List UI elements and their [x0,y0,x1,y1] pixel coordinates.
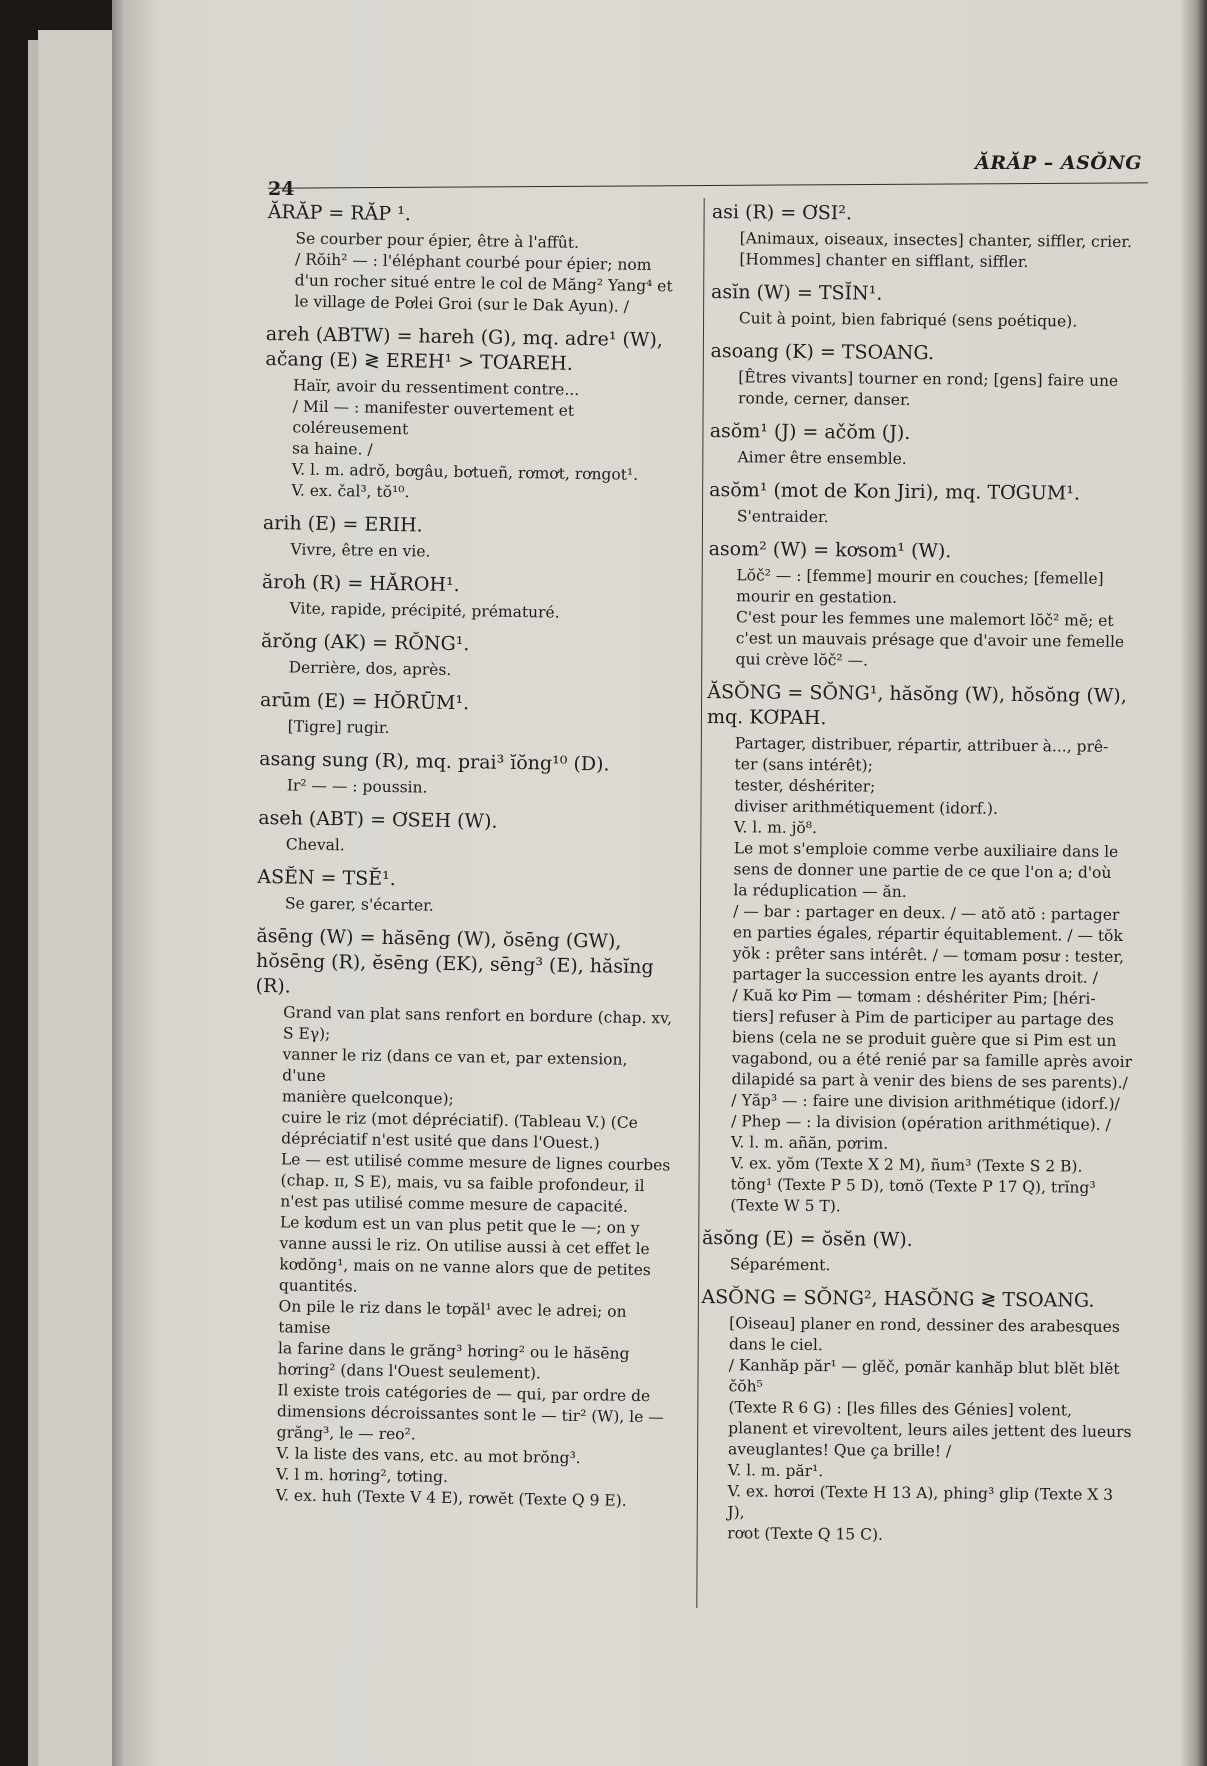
entry-definition-line: hơring² (dans l'Ouest seulement). [277,1360,542,1383]
entry-definition-line: V. l. m. jŏ⁸. [733,818,818,838]
entry-definition-line: / Phep — : la division (opération arithmétique). / [731,1112,1111,1134]
entry-definition-line: V. ex. čal³, tŏ¹⁰. [291,481,410,502]
running-head: ĂRĂP – ASŎNG [975,152,1142,174]
entry-definition-line: tester, déshériter; [734,776,876,796]
dictionary-entry [257,865,678,921]
entry-headword: asoang (K) = TSOANG. [710,339,935,365]
entry-definition-line: c'est un mauvais présage que d'avoir une femelle [735,629,1125,651]
entry-headword: arih (E) = ERIH. [262,511,423,537]
entry-definition-line: Il existe trois catégories de — qui, par ordre de [277,1381,651,1406]
page-edge-right [1181,0,1207,1766]
entry-definition-line: la réduplication — ăn. [733,881,907,901]
dictionary-entry [266,200,688,319]
entry-definition-line: d'un rocher situé entre le col de Măng² Yang⁴ et [294,271,673,296]
entry-definition-line: partager la succession entre les ayants droit. / [732,965,1098,987]
entry-definition-line: [Êtres vivants] tourner en rond; [gens] faire une [738,368,1119,390]
dictionary-entry [258,806,679,862]
entry-definition-line: dans le ciel. [728,1335,823,1355]
dictionary-entry [709,419,1141,472]
entry-definition-line: qui crève lŏč² —. [735,650,869,670]
entry-headword: asang sung (R), mq. prai³ ĭŏng¹⁰ (D). [259,747,610,776]
entry-headword: ăroh (R) = HĂROH¹. [261,570,460,597]
entry-definition-line: dimensions décroissantes sont le — tir² (W), le — [276,1402,664,1427]
dictionary-entry [711,280,1143,333]
entry-definition-line: vanner le riz (dans ce van et, par extension, d'une [282,1045,628,1086]
entry-definition-line: V. ex. yŏm (Texte X 2 M), ñum³ (Texte S 2 B). [730,1154,1083,1176]
entry-definition-line: Grand van plat sans renfort en bordure (chap. xv, [283,1003,673,1028]
entry-definition-line: (Texte W 5 T). [730,1196,841,1216]
entry-definition-line: aveuglantes! Que ça brille! / [727,1440,952,1461]
entry-definition-line: sa haine. / [291,439,373,459]
dictionary-entry [702,1226,1134,1279]
dictionary-entry [262,511,683,567]
entry-definition-line: S'entraider. [736,507,829,527]
entry-definition-line: Ir² — — : poussin. [286,776,428,797]
entry-definition-line: mourir en gestation. [736,587,898,607]
page-header [268,130,1148,200]
entry-headword: asom² (W) = kơsom¹ (W). [708,537,952,563]
entry-definition-line: S Eγ); [282,1024,331,1044]
entry-definition-line: Vite, rapide, précipité, prématuré. [289,599,560,622]
entry-definition-line: sens de donner une partie de ce que l'on a; d'où [733,860,1112,882]
entry-definition-line: [Oiseau] planer en rond, dessiner des arabesques [729,1314,1120,1336]
entry-definition-line: Cheval. [285,835,345,855]
dictionary-entry [247,924,676,1513]
entry-headword: arūm (E) = HŎRŪM¹. [259,688,470,715]
left-column [247,200,688,1522]
entry-definition-line: / Yăp³ — : faire une division arithmétique (idorf.)/ [731,1091,1120,1113]
entry-definition-line: [Hommes] chanter en sifflant, siffler. [739,250,1029,272]
entry-headword: areh (ABTW) = hareh (G), mq. adre¹ (W), ačang (E) ≷ EREH¹ > TƠAREH. [265,322,664,375]
entry-definition-line: en parties égales, répartir équitablement. / — tŏk [732,923,1123,945]
entry-definition-line: V. l. m. adrŏ, bơgâu, bơtueñ, rơmơt, rơngot¹. [291,460,639,484]
entry-headword: asŏm¹ (mot de Kon Jiri), mq. TƠGUM¹. [709,478,1081,505]
entry-definition-line: / Mil — : manifester ouvertement et coléreusement [292,397,575,439]
entry-definition-line: V. ex. huh (Texte V 4 E), rơwĕt (Texte Q 9 E). [275,1486,627,1510]
entry-definition-line: V. la liste des vans, etc. au mot brŏng³. [276,1444,581,1468]
dictionary-entry [261,570,682,626]
entry-definition-line: manière quelconque); [281,1087,454,1109]
entry-definition-line: Le mot s'emploie comme verbe auxiliaire dans le [733,839,1119,861]
entry-definition-line: Le — est utilisé comme mesure de lignes courbes [280,1150,671,1175]
entry-definition-line: [Tigre] rugir. [287,717,390,737]
entry-headword: asŏm¹ (J) = ačŏm (J). [709,419,911,444]
entry-headword: ăsŏng (E) = ŏsĕn (W). [701,1226,913,1251]
entry-headword: ASŎNG = SŎNG², HASŎNG ≷ TSOANG. [701,1285,1095,1312]
entry-definition-line: V. ex. hơrơi (Texte H 13 A), phing³ glip (Texte X 3 J), [727,1482,1114,1522]
entry-headword: aseh (ABT) = ƠSEH (W). [258,806,498,833]
entry-definition-line: yŏk : prêter sans intérêt. / — tơmam pơsư : tester, [732,944,1125,966]
entry-definition-line: Se courber pour épier, être à l'affût. [295,229,580,252]
entry-definition-line: quantités. [278,1276,358,1296]
entry-definition-line: ronde, cerner, danser. [738,389,911,409]
entry-definition-line: biens (cela ne se produit guère que si Pim est un [731,1028,1117,1050]
dictionary-entry [702,680,1139,1220]
entry-definition-line: la farine dans le grăng³ hơring² ou le hăsēng [277,1339,630,1363]
entry-definition-line: dilapidé sa part à venir des biens de ses parents)./ [731,1070,1128,1093]
entry-definition-line: (chap. ɪɪ, S E), mais, vu sa faible profondeur, il [280,1171,645,1196]
entry-definition-line: kơdŏng¹, mais on ne vanne alors que de petites [279,1255,651,1280]
entry-definition-line: vanne aussi le riz. On utilise aussi à cet effet le [279,1234,650,1259]
entry-definition-line: C'est pour les femmes une malemort lŏč² mĕ; et [735,608,1114,630]
right-column [699,200,1144,1558]
entry-headword: ĂRĂP = RĂP ¹. [267,200,412,226]
dictionary-entry [260,688,681,744]
dictionary-entry [260,629,681,685]
entry-definition-line: V. l. m. păr¹. [727,1461,824,1481]
entry-headword: ărŏng (AK) = RŎNG¹. [260,629,470,656]
entry-definition-line: / — bar : partager en deux. / — atŏ atŏ : partager [733,902,1120,924]
entry-definition-line: Séparément. [729,1255,831,1275]
entry-definition-line: Lŏč² — : [femme] mourir en couches; [femelle] [736,566,1104,588]
entry-definition-line: Haïr, avoir du ressentiment contre... [292,376,580,399]
entry-headword: asĭn (W) = TSĬN¹. [711,280,883,305]
entry-definition-line: V. l m. hơring², tơting. [275,1465,449,1486]
entry-definition-line: diviser arithmétiquement (idorf.). [734,797,999,818]
entry-definition-line: / Kanhăp păr¹ — glĕč, pơnăr kanhăp blut blĕt blĕt čŏh⁵ [728,1356,1120,1396]
entry-definition-line: [Animaux, oiseaux, insectes] chanter, siffler, crier. [739,229,1133,252]
entry-definition-line: V. l. m. añăn, pơrim. [730,1133,889,1153]
page-number: 24 [268,178,295,200]
entry-definition-line: ter (sans intérêt); [734,755,873,775]
entry-definition-line: grăng³, le — reo². [276,1423,416,1444]
dictionary-entry [699,1285,1133,1548]
entry-definition-line: Se garer, s'écarter. [284,894,434,915]
entry-definition-line: / Kuă kơ Pim — tơmam : déshériter Pim; [héri- [732,986,1096,1008]
entry-definition-line: (Texte R 6 G) : [les filles des Génies] volent, [728,1398,1073,1420]
entry-definition-line: planent et virevoltent, leurs ailes jettent des lueurs [728,1419,1132,1442]
dictionary-entry [707,537,1140,674]
dictionary-entry [711,200,1144,274]
entry-headword: ăsēng (W) = hăsēng (W), ŏsēng (GW), hŏsēng (R), ĕsēng (EK), sēng³ (E), hăsĭng (R). [255,924,654,998]
entry-definition-line: Vivre, être en vie. [290,540,431,561]
entry-definition-line: dépréciatif n'est usité que dans l'Ouest.) [281,1129,600,1153]
entry-definition-line: cuire le riz (mot dépréciatif). (Tableau V.) (Ce [281,1108,638,1132]
entry-definition-line: vagabond, ou a été renié par sa famille après avoir [731,1049,1133,1072]
dictionary-entry [259,747,680,803]
entry-definition-line: rơot (Texte Q 15 C). [727,1524,884,1544]
entry-headword: ĂSŎNG = SŎNG¹, hăsŏng (W), hŏsŏng (W), mq. KƠPAH. [706,680,1127,730]
entry-definition-line: On pile le riz dans le tơpăl¹ avec le adrei; on tamise [278,1297,627,1338]
entry-definition-line: Derrière, dos, après. [288,658,452,679]
entry-definition-line: / Rŏih² — : l'éléphant courbé pour épier; nom [294,250,652,275]
entry-definition-line: Le kơdum est un van plus petit que le —; on y [279,1213,640,1237]
entry-definition-line: Aimer être ensemble. [737,448,907,468]
dictionary-entry [263,322,686,508]
gutter-shadow [112,0,126,1766]
entry-definition-line: tiers] refuser à Pim de participer au partage des [732,1007,1115,1029]
dictionary-entry [710,339,1143,413]
entry-definition-line: Cuit à point, bien fabriqué (sens poétique). [738,309,1078,331]
entry-headword: ASĔN = TSĔ¹. [257,865,396,891]
entry-definition-line: Partager, distribuer, répartir, attribuer à..., prê- [734,734,1109,756]
entry-definition-line: tŏng¹ (Texte P 5 D), tơnŏ (Texte P 17 Q), trĭng³ [730,1175,1096,1197]
entry-definition-line: le village de Pơlei Groi (sur le Dak Ayun). / [294,292,630,316]
header-rule [268,182,1148,188]
entry-headword: asi (R) = ƠSI². [711,200,853,225]
dictionary-entry [709,478,1141,531]
entry-definition-line: n'est pas utilisé comme mesure de capacité. [280,1192,628,1216]
